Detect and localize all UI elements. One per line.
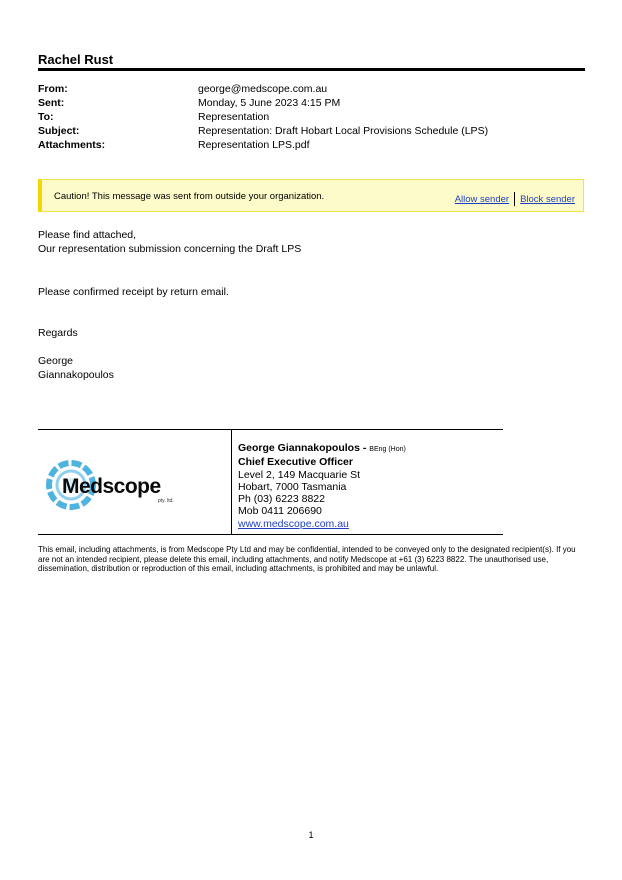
message-request [38,285,229,299]
body-line: Our representation submission concerning the Draft LPS [38,243,302,255]
header-value-subject: Representation: Draft Hobart Local Provisions Schedule (LPS) [198,125,489,137]
message-intro [38,228,301,256]
caution-text: Caution! This message was sent from outside your organization. [54,191,325,202]
signature-website-link[interactable]: www.medscope.com.au [238,517,349,530]
body-line: Regards [38,327,78,339]
signature-details [238,442,406,530]
signature-title: Chief Executive Officer [238,456,353,469]
block-sender-link[interactable]: Block sender [520,193,575,205]
header-to-row [38,110,598,124]
header-label: From: [38,83,68,95]
signature-address-2: Hobart, 7000 Tasmania [238,480,347,493]
signature-address-1: Level 2, 149 Macquarie St [238,468,360,481]
logo-subtext: pty. ltd. [158,498,174,504]
header-value-attachments: Representation LPS.pdf [198,139,310,151]
header-value-to: Representation [198,111,270,123]
header-label: To: [38,111,54,123]
header-value-from: george@medscope.com.au [198,83,328,95]
header-attachments-row [38,138,598,152]
sender-display-name: Rachel Rust [38,52,114,67]
signature-divider [231,430,232,534]
message-regards [38,326,78,340]
header-value-sent: Monday, 5 June 2023 4:15 PM [198,97,341,109]
external-sender-caution-banner [38,179,584,212]
header-label: Subject: [38,125,80,137]
message-signoff [38,354,114,382]
allow-sender-link[interactable]: Allow sender [454,193,510,205]
header-subject-row [38,124,598,138]
header-label: Sent: [38,97,65,109]
signature-mobile: Mob 0411 206690 [238,505,322,518]
body-line: George [38,355,74,367]
signature-credentials: BEng (Hon) [369,446,406,453]
signature-name-line [238,442,406,456]
caution-actions [455,192,575,206]
header-from-row [38,82,598,96]
caution-separator [514,192,515,206]
signature-phone: Ph (03) 6223 8822 [238,493,325,506]
body-line: Please find attached, [38,229,137,241]
header-label: Attachments: [38,139,106,151]
legal-disclaimer: This email, including attachments, is from Medscope Pty Ltd and may be confidential, intended to be conveyed only to the designated recipient(s). If you are not an intended recipient, please delete this email, including attachments, and notify Medscope at +61 (3) 6223 8822. The unauthorised use, dissemination, distribution or reproduction of this email, including attachments, is prohibited and may be unlawful. [38,545,576,573]
signature-name: George Giannakopoulos - [238,442,367,454]
email-headers [38,82,598,152]
header-sent-row [38,96,598,110]
header-rule [38,68,585,71]
email-signature [38,429,503,535]
logo-wordmark: Medscope [62,475,161,498]
page-number: 1 [308,830,314,840]
body-line: Please confirmed receipt by return email. [38,286,229,298]
medscope-logo [44,458,184,510]
body-line: Giannakopoulos [38,369,114,381]
